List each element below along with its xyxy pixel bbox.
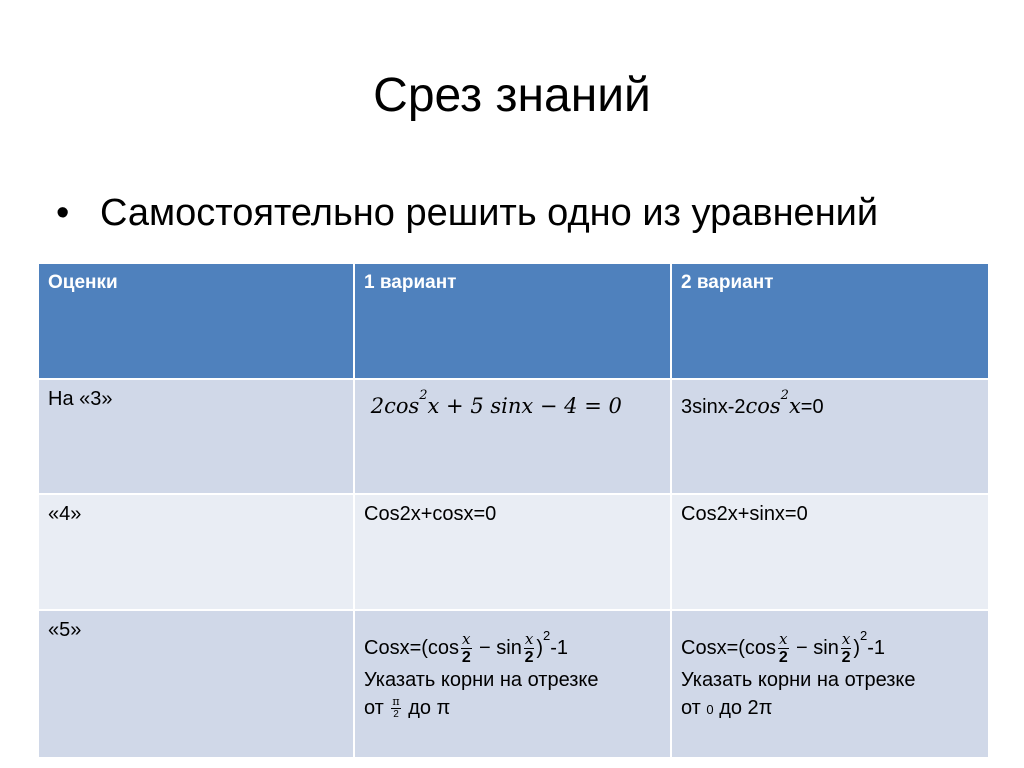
header-variant-1: 1 вариант (354, 263, 671, 379)
grades-table (37, 262, 990, 759)
grade-cell: «5» (38, 610, 354, 758)
bullet-text: Самостоятельно решить одно из уравнений (100, 192, 879, 234)
interval-text: от 0 до 2π (681, 696, 773, 719)
task-instruction: Указать корни на отрезке (681, 668, 916, 691)
fraction-x-over-2: $\frac{x}{2}$ (841, 629, 851, 666)
grade-cell: «4» (38, 494, 354, 610)
interval-text: от $\frac{\pi}{2}$ до π (364, 695, 451, 721)
equation-5-v1: Cosx=(cos $\frac{x}{2}$ − sin $\frac{x}{2}$ )$^2$-1 (364, 628, 569, 666)
grade-cell: На «3» (38, 379, 354, 494)
equation-cell-v1 (354, 379, 671, 494)
task-instruction: Указать корни на отрезке (364, 668, 599, 691)
bullet-icon: • (56, 192, 70, 234)
equation-cell-v2: Cos2x+sinx=0 (671, 494, 989, 610)
table-row (38, 610, 989, 758)
equation-5-v2: Cosx=(cos $\frac{x}{2}$ − sin $\frac{x}{2}$ )$^2$-1 (681, 628, 886, 666)
fraction-x-over-2: $\frac{x}{2}$ (524, 629, 534, 666)
equation-3-v1: $2\cos^2x + 5$ sinx − 4 = 0 (370, 388, 622, 418)
fraction-x-over-2: $\frac{x}{2}$ (461, 629, 471, 666)
equation-cell-v2 (671, 379, 989, 494)
equation-cell-v1 (354, 610, 671, 758)
table-header-row (38, 263, 989, 379)
equation-cell-v1: Cos2x+cosx=0 (354, 494, 671, 610)
equation-3-v2: $3\sin x-2\cos^2x=0$ (681, 388, 824, 418)
header-grades: Оценки (38, 263, 354, 379)
fraction-pi-over-2: $\frac{\pi}{2}$ (392, 695, 400, 721)
table-row (38, 494, 989, 610)
table-row (38, 379, 989, 494)
fraction-x-over-2: $\frac{x}{2}$ (778, 629, 788, 666)
slide-title: Срез знаний (373, 69, 651, 122)
equation-cell-v2 (671, 610, 989, 758)
bullet-item (56, 188, 878, 238)
header-variant-2: 2 вариант (671, 263, 989, 379)
